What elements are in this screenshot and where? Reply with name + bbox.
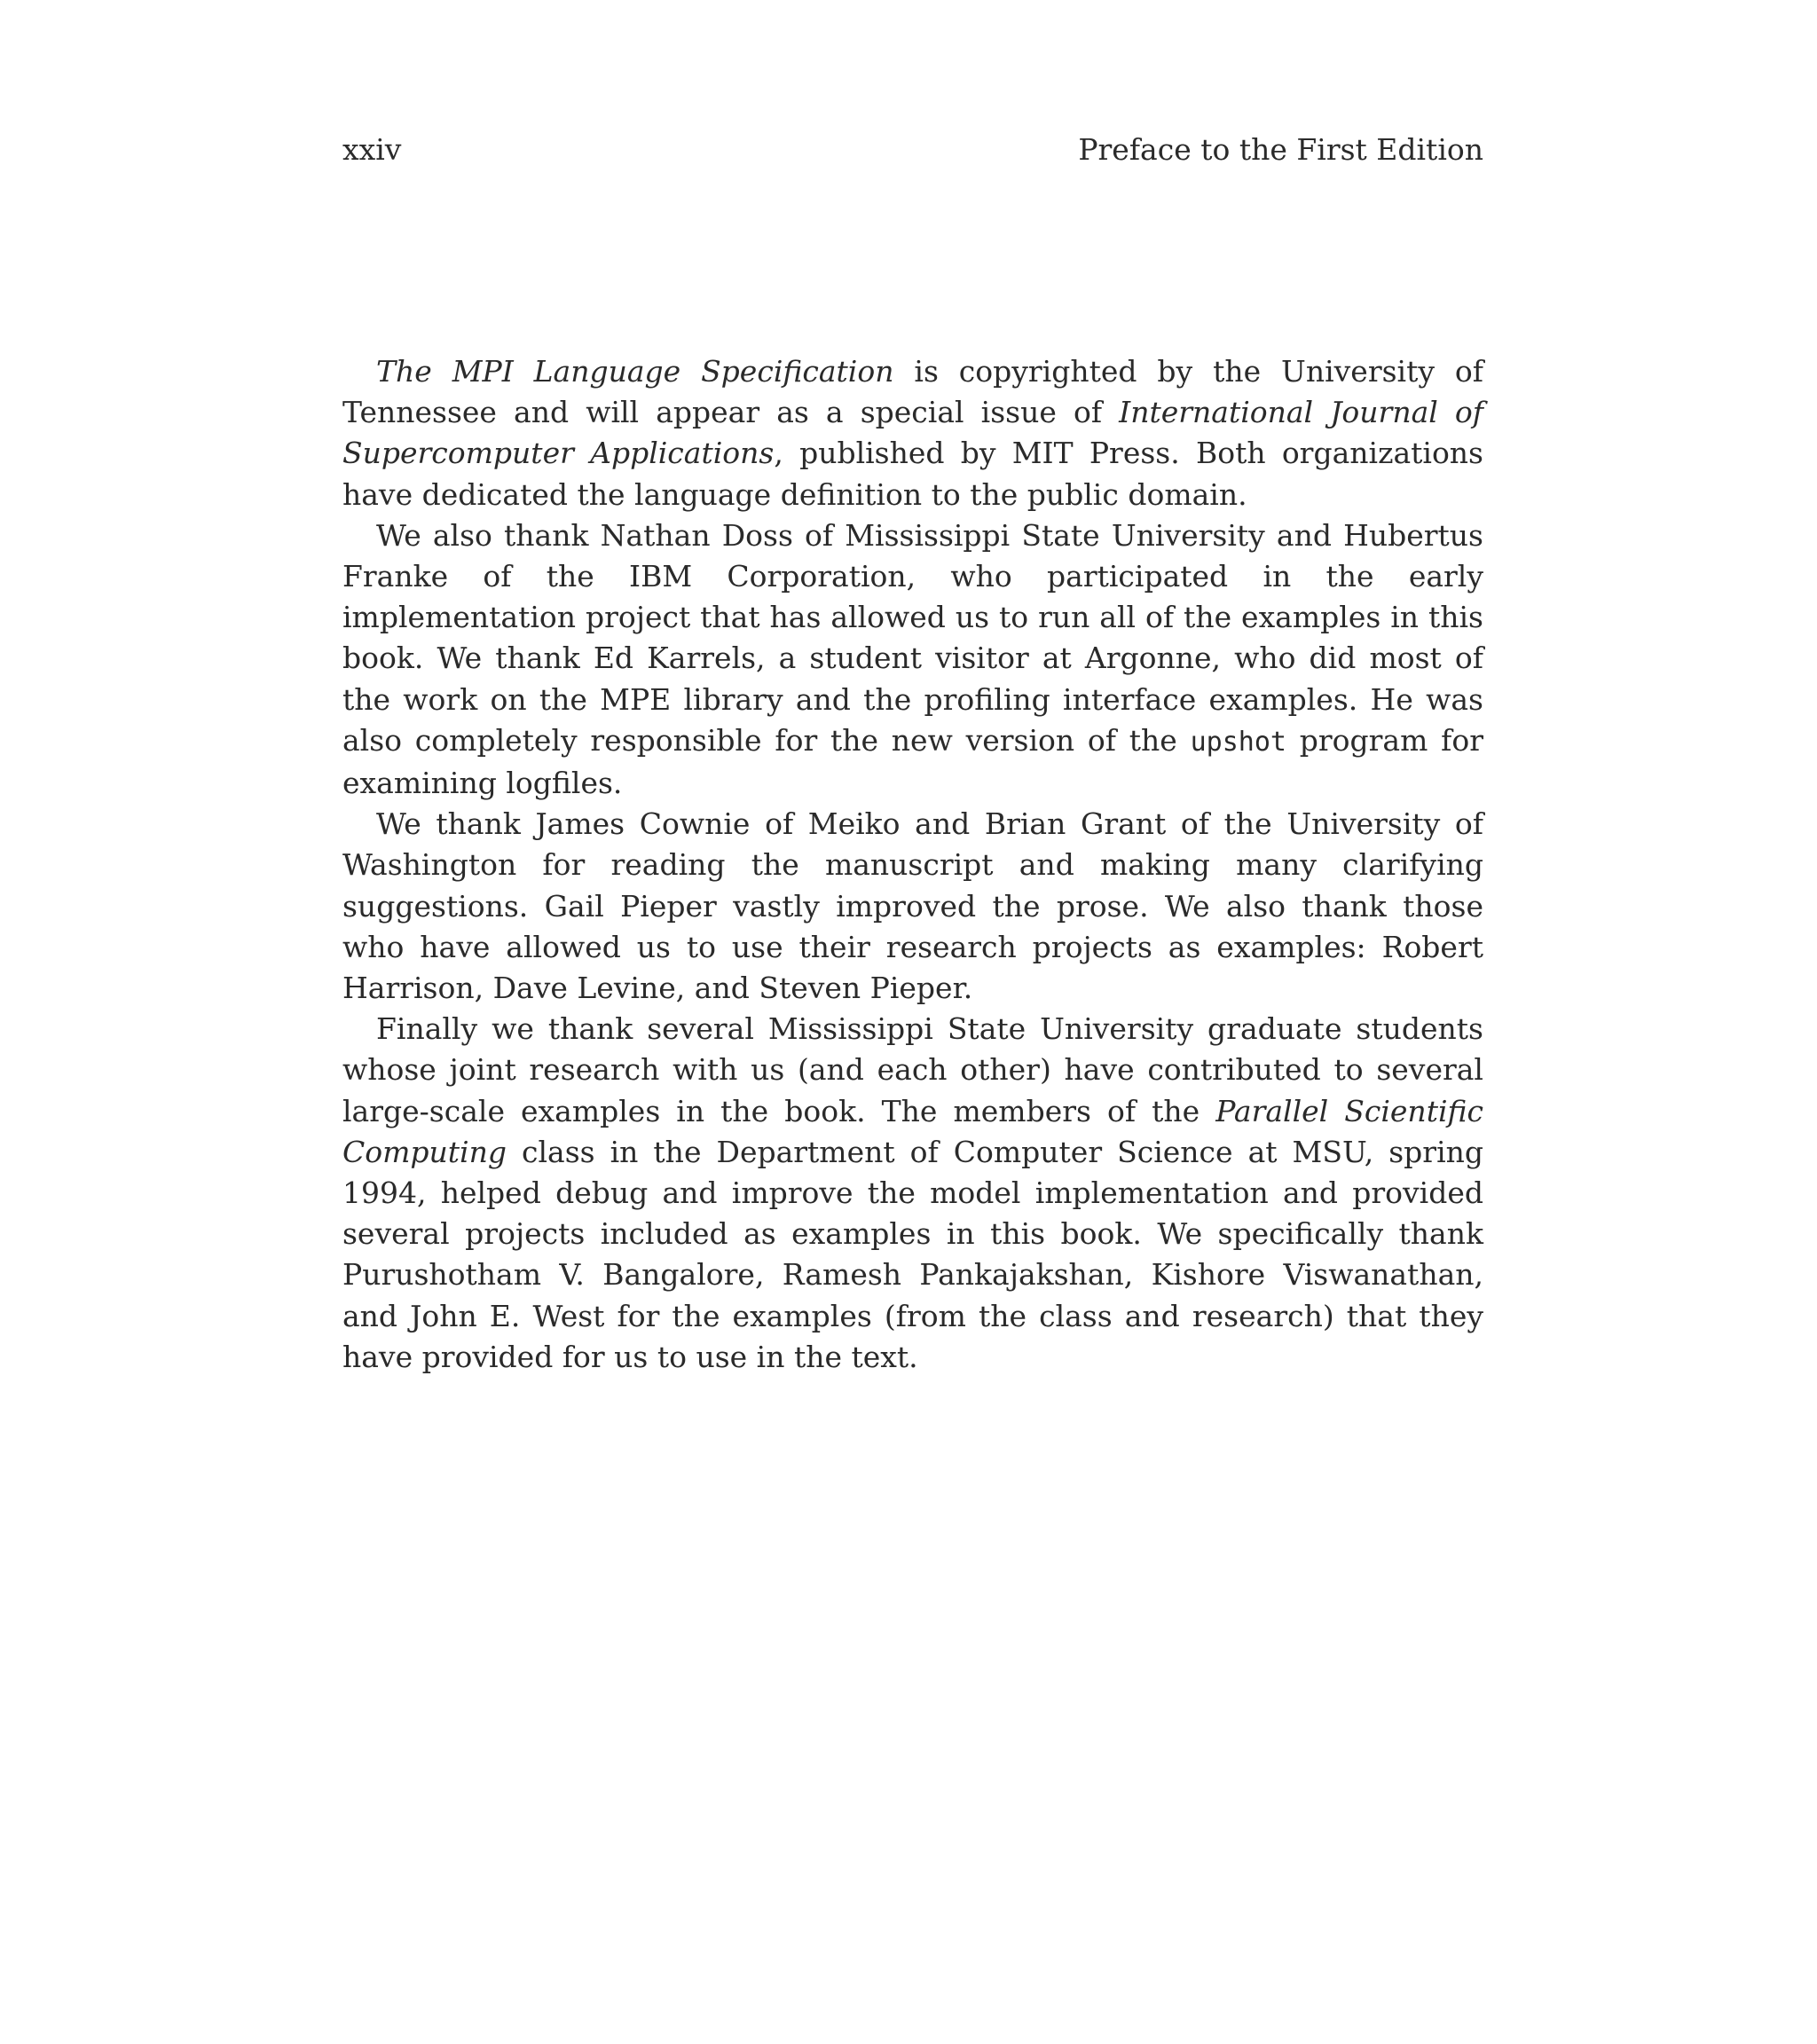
page-number: xxiv — [342, 132, 402, 167]
paragraph-thanks-implementation — [342, 515, 1483, 804]
paragraph-thanks-students — [342, 1009, 1483, 1378]
paragraph-thanks-reviewers — [342, 804, 1483, 1009]
running-head — [342, 128, 1483, 172]
text-segment: , published by MIT Press. Both organizations have dedicated the language definition to the public domain. — [342, 436, 1483, 512]
text-segment: program for examining logfiles. — [342, 722, 1483, 801]
book-title-mpi-spec: The MPI Language Specification — [376, 354, 894, 389]
paragraph-copyright — [342, 351, 1483, 515]
text-segment: We also thank Nathan Doss of Mississippi State University and Hubertus Franke of the IBM Corporation, who participated in the early implementation project that has allowed us to run all of the examples in this book. We thank Ed Karrels, a student visitor at Argonne, who did most of the work on the MPE library and the profiling interface examples. He was also completely responsible for the new version of the — [342, 517, 1483, 758]
body-text — [342, 351, 1483, 1378]
text-segment: class in the Department of Computer Science at MSU, spring 1994, helped debug and improve the model implementation and provided several projects included as examples in this book. We specifically thank Purushotham V. Bangalore, Ramesh Pankajakshan, Kishore Viswanathan, and John E. West for the examples (from the class and research) that they have provided for us to use in the text. — [342, 1134, 1483, 1374]
class-title: Parallel Scientific Computing — [342, 1093, 1483, 1169]
program-name-upshot: upshot — [1190, 726, 1286, 758]
text-segment: is copyrighted by the University of Tennessee and will appear as a special issue of — [342, 354, 1483, 430]
journal-title: International Journal of Supercomputer Applications — [342, 395, 1483, 471]
text-segment: We thank James Cownie of Meiko and Brian Grant of the University of Washington for reading the manuscript and making many clarifying suggestions. Gail Pieper vastly improved the prose. We also thank those who have allowed us to use their research projects as examples: Robert Harrison, Dave Levine, and Steven Pieper. — [342, 806, 1483, 1006]
text-segment: Finally we thank several Mississippi State University graduate students whose joint research with us (and each other) have contributed to several large-scale examples in the book. The members of the — [342, 1011, 1483, 1128]
running-head-title: Preface to the First Edition — [1078, 132, 1483, 167]
